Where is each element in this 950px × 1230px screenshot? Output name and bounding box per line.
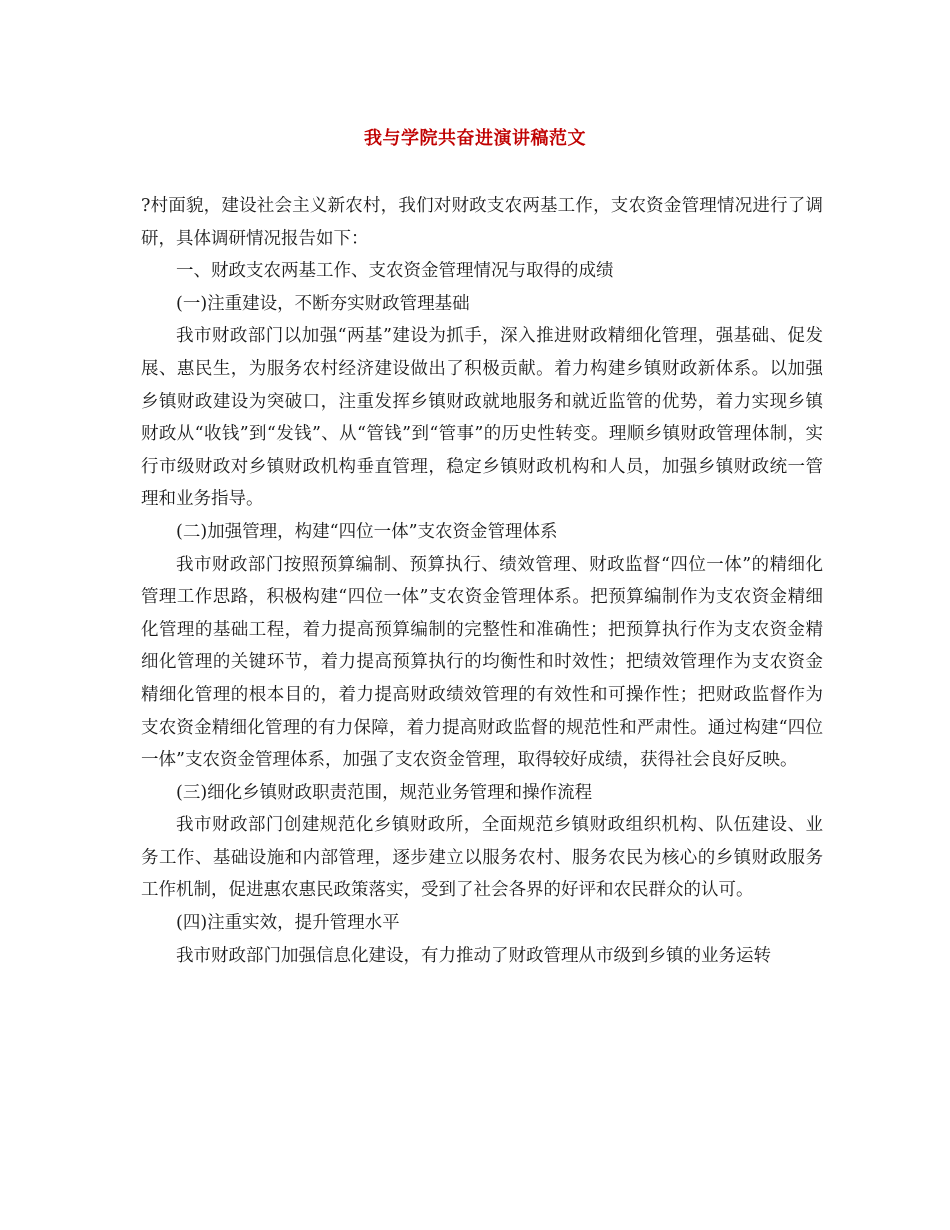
subsection-heading-2: (二)加强管理，构建“四位一体”支农资金管理体系 — [176, 521, 558, 542]
subsection-heading-4: (四)注重实效，提升管理水平 — [176, 913, 400, 934]
paragraph-3: 我市财政部门创建规范化乡镇财政所，全面规范乡镇财政组织机构、队伍建设、业务工作、基础设施和内部管理，逐步建立以服务农村、服务农民为核心的乡镇财政服务工作机制，促进惠农惠民政策落实，受到了社会各界的好评和农民群众的认可。 — [141, 815, 823, 901]
paragraph-intro: ?村面貌，建设社会主义新农村，我们对财政支农两基工作，支农资金管理情况进行了调研，具体调研情况报告如下： — [141, 196, 823, 249]
paragraph-4: 我市财政部门加强信息化建设，有力推动了财政管理从市级到乡镇的业务运转 — [176, 945, 771, 966]
document-body — [141, 190, 823, 972]
paragraph-1: 我市财政部门以加强“两基”建设为抓手，深入推进财政精细化管理，强基础、促发展、惠民生，为服务农村经济建设做出了积极贡献。着力构建乡镇财政新体系。以加强乡镇财政建设为突破口，注重发挥乡镇财政就地服务和就近监管的优势，着力实现乡镇财政从“收钱”到“发钱”、从“管钱”到“管事”的历史性转变。理顺乡镇财政管理体制，实行市级财政对乡镇财政机构垂直管理，稳定乡镇财政机构和人员，加强乡镇财政统一管理和业务指导。 — [141, 326, 823, 510]
subsection-heading-3: (三)细化乡镇财政职责范围，规范业务管理和操作流程 — [176, 782, 593, 803]
subsection-heading-1: (一)注重建设，不断夯实财政管理基础 — [176, 293, 470, 314]
section-heading-1: 一、财政支农两基工作、支农资金管理情况与取得的成绩 — [176, 261, 614, 282]
paragraph-2: 我市财政部门按照预算编制、预算执行、绩效管理、财政监督“四位一体”的精细化管理工作思路，积极构建“四位一体”支农资金管理体系。把预算编制作为支农资金精细化管理的基础工程，着力提高预算编制的完整性和准确性；把预算执行作为支农资金精细化管理的关键环节，着力提高预算执行的均衡性和时效性；把绩效管理作为支农资金精细化管理的根本目的，着力提高财政绩效管理的有效性和可操作性；把财政监督作为支农资金精细化管理的有力保障，着力提高财政监督的规范性和严肃性。通过构建“四位一体”支农资金管理体系，加强了支农资金管理，取得较好成绩，获得社会良好反映。 — [141, 554, 823, 771]
document-title: 我与学院共奋进演讲稿范文 — [364, 128, 586, 149]
